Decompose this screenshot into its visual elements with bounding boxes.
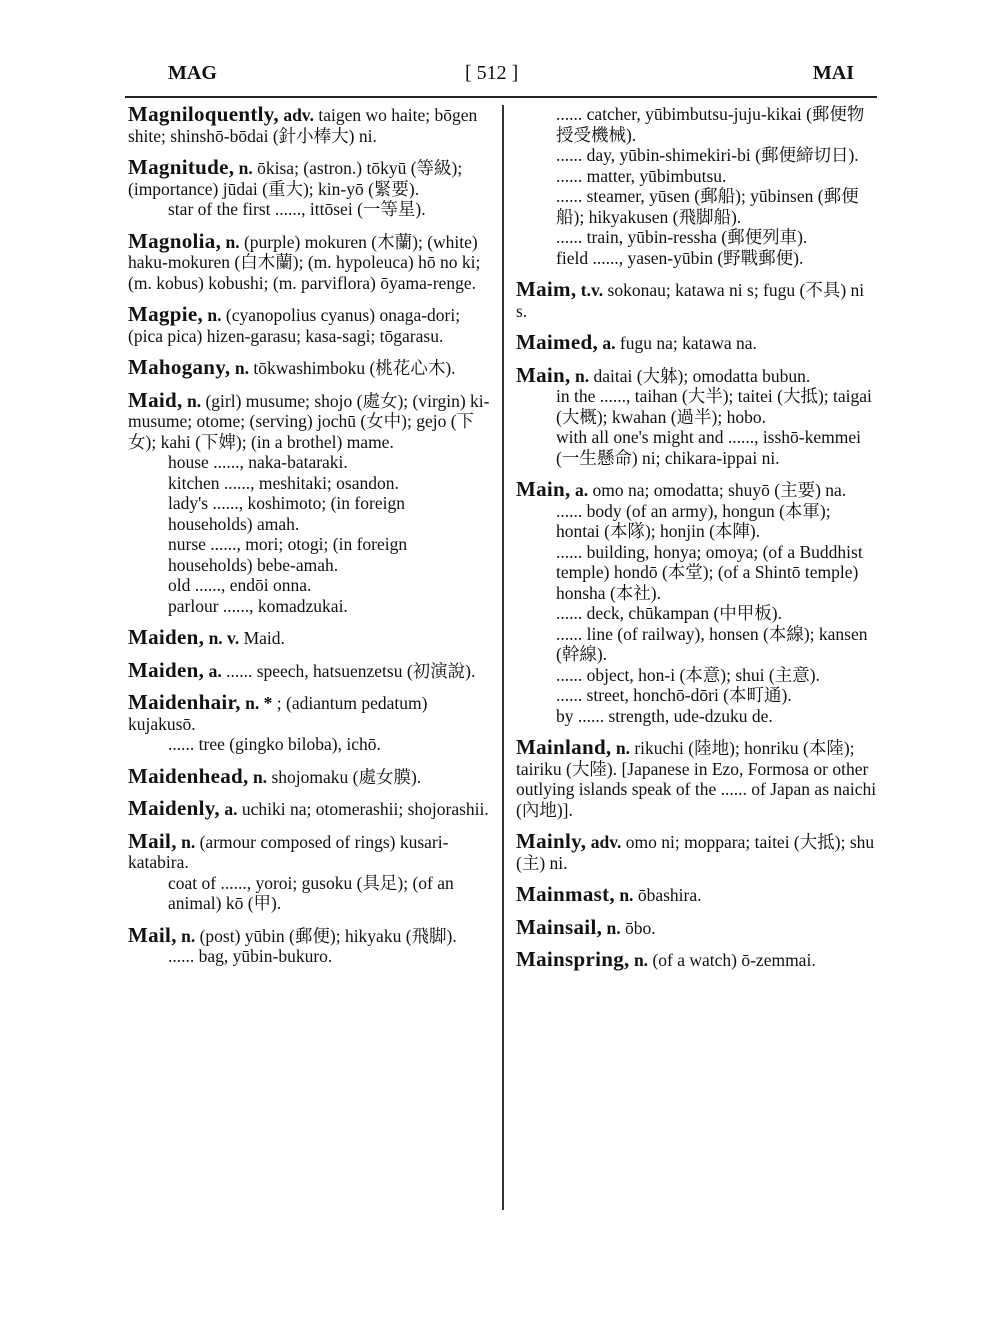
sub-entry: house ......, naka-bataraki. <box>168 452 348 472</box>
definition: ōkisa; (astron.) tōkyū (等級); (importance) jūdai (重大); kin-yō (緊要). <box>128 158 463 199</box>
sub-entry: coat of ......, yoroi; gusoku (具足); (of an animal) kō (甲). <box>168 872 454 913</box>
dictionary-entry <box>516 362 878 469</box>
entry-main-line <box>128 304 490 346</box>
entry-main-line <box>128 104 490 146</box>
sub-entry: ...... deck, chūkampan (中甲板). <box>556 603 782 623</box>
sub-entry: ...... matter, yūbimbutsu. <box>556 165 727 186</box>
part-of-speech: a. <box>208 660 222 681</box>
sub-entry: ...... body (of an army), hongun (本軍); hontai (本隊); honjin (本陣). <box>556 500 831 541</box>
entry-main-line <box>516 737 878 820</box>
headword: Mail, <box>128 828 177 853</box>
definition: shojomaku (處女膜). <box>271 766 422 787</box>
sub-entry: ...... street, honchō-dōri (本町通). <box>556 685 792 705</box>
part-of-speech: n. <box>225 231 240 252</box>
dictionary-entry <box>128 228 490 294</box>
column-divider <box>502 105 504 1210</box>
dictionary-entry <box>128 828 490 914</box>
sub-entry: ...... building, honya; omoya; (of a Buddhist temple) hondō (本堂); (of a Shintō temple) honsha (本社). <box>556 541 863 603</box>
headword: Mainsail, <box>516 914 603 939</box>
sub-entry: ...... tree (gingko biloba), ichō. <box>168 734 381 754</box>
headword: Maiden, <box>128 657 205 682</box>
headword: Maid, <box>128 387 183 412</box>
part-of-speech: t.v. <box>580 280 604 300</box>
definition: tōkwashimboku (桃花心木). <box>253 358 456 378</box>
entry-main-line <box>128 387 490 453</box>
headword: Magniloquently, <box>128 102 279 126</box>
sub-entry: field ......, yasen-yūbin (野戰郵便). <box>556 247 804 268</box>
headword: Mainland, <box>516 735 612 759</box>
dictionary-entry <box>516 914 878 939</box>
entry-main-line <box>128 922 490 947</box>
part-of-speech: adv. <box>590 832 622 852</box>
page-number: [ 512 ] <box>465 62 519 84</box>
part-of-speech: adv. <box>283 105 314 125</box>
headword: Maidenhead, <box>128 763 249 788</box>
sub-entry: with all one's might and ......, isshō-kemmei (一生懸命) ni; chikara-ippai ni. <box>556 427 861 468</box>
entry-main-line <box>128 157 490 199</box>
entry-main-line <box>128 627 490 649</box>
sub-entry: ...... steamer, yūsen (郵船); yūbinsen (郵便船); hikyakusen (飛脚船). <box>556 186 859 227</box>
part-of-speech: a. <box>574 480 589 500</box>
part-of-speech: n. <box>181 925 196 946</box>
definition: daitai (大躰); omodatta bubun. <box>593 365 811 386</box>
definition: sokonau; katawa ni s; fugu (不具) ni s. <box>516 280 865 321</box>
part-of-speech: n. <box>252 766 268 787</box>
headword: Magnolia, <box>128 228 222 253</box>
entry-main-line <box>516 884 878 906</box>
part-of-speech: a. <box>224 799 238 819</box>
definition: ; (adiantum pedatum) kujakusō. <box>128 693 428 734</box>
headword: Maimed, <box>516 330 598 354</box>
entry-main-line <box>516 362 878 387</box>
part-of-speech: n. <box>619 885 634 905</box>
sub-entry: ...... train, yūbin-ressha (郵便列車). <box>556 227 808 247</box>
headword: Magpie, <box>128 302 204 326</box>
dictionary-entry <box>516 279 878 321</box>
entry-main-line <box>128 357 490 379</box>
part-of-speech: n. v. <box>208 628 240 648</box>
part-of-speech: n. <box>633 950 649 970</box>
sub-entry: nurse ......, mori; otogi; (in foreign households) bebe-amah. <box>168 534 408 575</box>
part-of-speech: n. <box>615 738 630 758</box>
dictionary-entry <box>128 798 490 820</box>
header-left-guide-word: MAG <box>168 62 217 84</box>
definition: (purple) mokuren (木蘭); (white) haku-mokuren (白木蘭); (m. hypoleuca) hō no ki; (m. kobus) kobushi; (m. parviflora) ōyama-renge. <box>128 231 481 293</box>
left-column <box>128 104 490 978</box>
entry-main-line <box>516 831 878 873</box>
headword: Maidenhair, <box>128 690 241 714</box>
definition: (girl) musume; shojo (處女); (virgin) ki-musume; otome; (serving) jochū (女中); gejo (下女); kahi (下婢); (in a brothel) mame. <box>128 390 490 452</box>
definition: rikuchi (陸地); honriku (本陸); tairiku (大陸). [Japanese in Ezo, Formosa or other outlying islands speak of the ...... of Japan as naichi (內地)]. <box>516 738 877 820</box>
definition: ōbo. <box>625 917 656 938</box>
header-rule <box>125 96 877 98</box>
definition: (armour composed of rings) kusari-katabira. <box>128 831 449 872</box>
part-of-speech: n. <box>238 158 253 178</box>
headword: Mahogany, <box>128 355 231 379</box>
dictionary-entry <box>516 949 878 971</box>
definition: (post) yūbin (郵便); hikyaku (飛脚). <box>199 925 457 946</box>
entry-main-line <box>128 798 490 820</box>
sub-entry: parlour ......, komadzukai. <box>168 595 348 616</box>
headword: Maim, <box>516 277 577 301</box>
dictionary-entry <box>128 763 490 788</box>
definition: ...... speech, hatsuenzetsu (初演說). <box>226 660 476 681</box>
headword: Maidenly, <box>128 796 220 820</box>
headword: Mainmast, <box>516 882 615 906</box>
part-of-speech: n. <box>181 831 196 852</box>
sub-entry: lady's ......, koshimoto; (in foreign households) amah. <box>168 493 405 534</box>
sub-entry: old ......, endōi onna. <box>168 575 312 595</box>
sub-entry: by ...... strength, ude-dzuku de. <box>556 705 773 726</box>
headword: Magnitude, <box>128 155 235 179</box>
definition: (of a watch) ō-zemmai. <box>652 950 816 970</box>
part-of-speech: n. <box>186 390 202 411</box>
sub-entry: kitchen ......, meshitaki; osandon. <box>168 472 399 493</box>
dictionary-entry <box>128 657 490 682</box>
dictionary-entry <box>516 479 878 726</box>
running-head <box>120 62 880 96</box>
sub-entry: ...... day, yūbin-shimekiri-bi (郵便締切日). <box>556 145 859 165</box>
headword: Mainly, <box>516 829 587 853</box>
dictionary-entry <box>128 357 490 379</box>
headword: Main, <box>516 477 571 501</box>
definition: fugu na; katawa na. <box>619 333 757 353</box>
entry-main-line <box>516 949 878 971</box>
dictionary-entry <box>128 922 490 967</box>
dictionary-entry <box>516 831 878 873</box>
dictionary-entry <box>128 104 490 146</box>
dictionary-entry <box>128 304 490 346</box>
definition: omo na; omodatta; shuyō (主要) na. <box>592 480 847 500</box>
dictionary-entry <box>128 627 490 649</box>
part-of-speech: n. * <box>245 693 273 713</box>
part-of-speech: n. <box>234 358 249 378</box>
definition: uchiki na; otomerashii; shojorashii. <box>241 799 489 819</box>
entry-main-line <box>128 228 490 294</box>
dictionary-entry <box>516 332 878 354</box>
sub-entry: in the ......, taihan (大半); taitei (大抵); taigai (大概); kwahan (過半); hobo. <box>556 386 872 427</box>
dictionary-entry <box>516 737 878 820</box>
part-of-speech: n. <box>606 917 621 938</box>
definition: omo ni; moppara; taitei (大抵); shu (主) ni. <box>516 832 875 873</box>
headword: Mail, <box>128 922 177 947</box>
entry-main-line <box>516 914 878 939</box>
dictionary-entry <box>128 387 490 617</box>
sub-entry: ...... catcher, yūbimbutsu-juju-kikai (郵便物授受機械). <box>556 104 865 145</box>
dictionary-entry <box>516 884 878 906</box>
headword: Mainspring, <box>516 947 630 971</box>
headword: Main, <box>516 362 571 387</box>
part-of-speech: n. <box>207 305 222 325</box>
definition: (cyanopolius cyanus) onaga-dori; (pica pica) hizen-garasu; kasa-sagi; tōgarasu. <box>128 305 461 346</box>
entry-main-line <box>128 763 490 788</box>
sub-entry: star of the first ......, ittōsei (一等星). <box>168 199 426 219</box>
dictionary-entry <box>516 104 878 268</box>
entry-main-line <box>128 657 490 682</box>
part-of-speech: a. <box>602 333 616 353</box>
entry-main-line <box>128 828 490 873</box>
sub-entry: ...... object, hon-i (本意); shui (主意). <box>556 664 820 685</box>
header-right-guide-word: MAI <box>812 62 854 84</box>
right-column <box>516 104 878 982</box>
entry-main-line <box>516 479 878 501</box>
entry-main-line <box>128 692 490 734</box>
entry-main-line <box>516 332 878 354</box>
part-of-speech: n. <box>574 365 590 386</box>
definition: taigen wo haite; bōgen shite; shinshō-bōdai (針小棒大) ni. <box>128 105 478 146</box>
dictionary-entry <box>128 692 490 755</box>
definition: ōbashira. <box>637 885 702 905</box>
sub-entry: ...... bag, yūbin-bukuro. <box>168 946 333 966</box>
definition: Maid. <box>243 628 285 648</box>
dictionary-entry <box>128 157 490 220</box>
sub-entry: ...... line (of railway), honsen (本線); kansen (幹線). <box>556 623 868 664</box>
entry-main-line <box>516 279 878 321</box>
headword: Maiden, <box>128 625 205 649</box>
